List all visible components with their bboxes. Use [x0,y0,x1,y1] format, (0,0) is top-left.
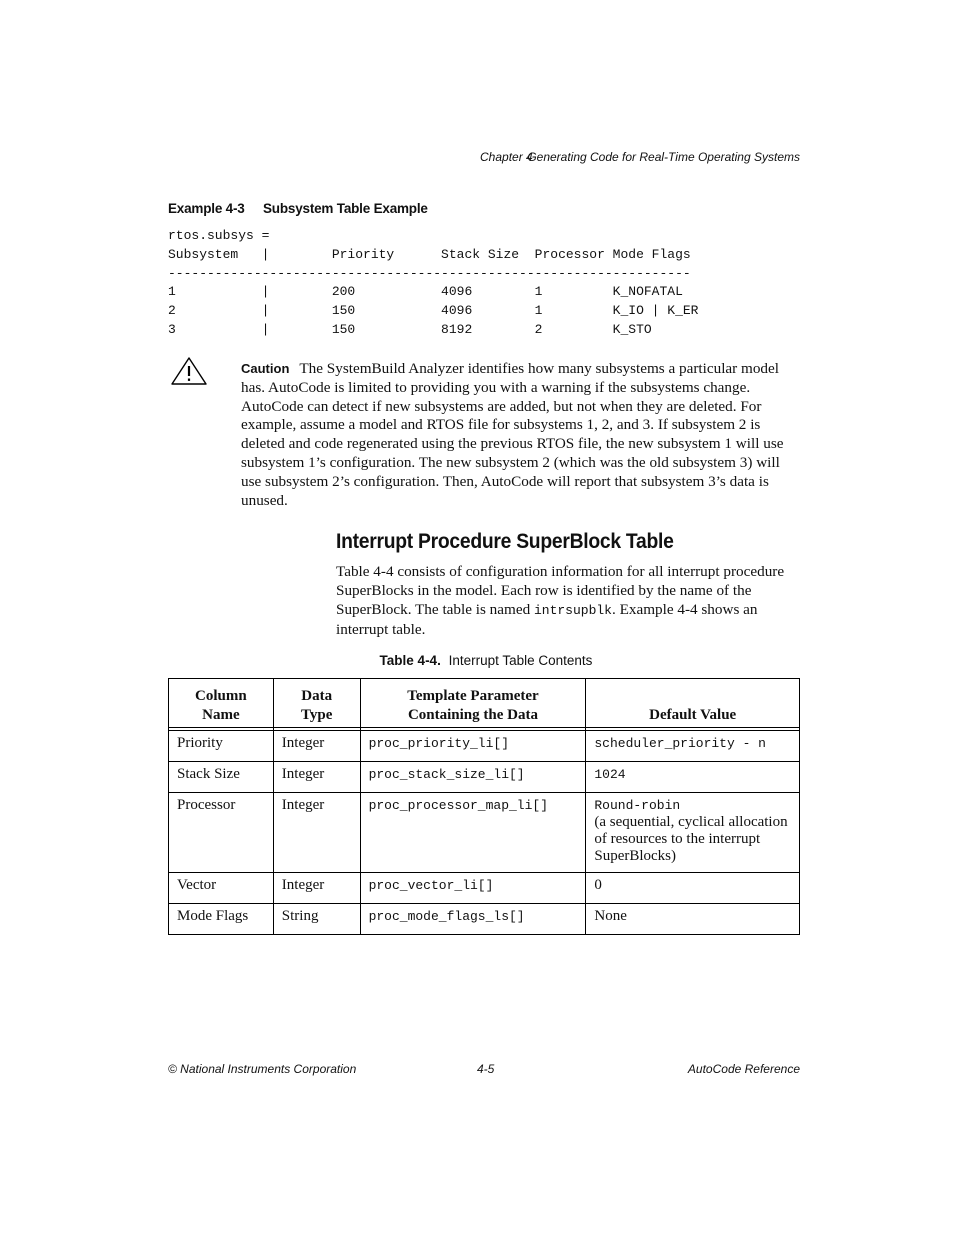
section-title: Interrupt Procedure SuperBlock Table [336,530,674,553]
table-row: Mode Flags String proc_mode_flags_ls[] None [169,904,800,935]
example-title [168,201,428,216]
code-block: rtos.subsys = Subsystem | Priority Stack Size Processor Mode Flags ------------------------------------------------------------------- 1 | 200 4096 1 K_NOFATAL 2 | 150 4096 1 K_IO | K_ER 3 | 150 8192 2 K_STO [168,228,699,337]
table-row: Stack Size Integer proc_stack_size_li[] 1024 [169,762,800,793]
footer-copyright: © National Instruments Corporation [168,1062,357,1076]
table-caption-label: Table 4-4. [379,653,441,668]
interrupt-table [168,678,800,935]
header-column-name: Column Name [169,679,274,728]
inline-code: intrsupblk [533,603,612,618]
footer-page-number: 4-5 [477,1062,495,1076]
running-header-chapter: Chapter 4 [480,150,533,164]
paragraph-text-1: Table 4-4 consists of configuration information for all interrupt procedure SuperBlocks in the model. Each row is identified by the name of the SuperBlock. The table is named [336,563,785,618]
header-default-value: Default Value [586,679,800,728]
example-label: Example 4-3 [168,201,245,216]
caution-label: Caution [241,361,290,376]
caution-paragraph [241,360,803,510]
paragraph-text-2: . Example 4-4 shows an interrupt table. [336,601,758,638]
table-row: Processor Integer proc_processor_map_li[] Round-robin (a sequential, cyclical allocation of resources to the interrupt SuperBlocks) [169,793,800,873]
table-row: Vector Integer proc_vector_li[] 0 [169,873,800,904]
section-paragraph [336,562,804,639]
table-caption [336,653,636,668]
running-header-title: Generating Code for Real-Time Operating Systems [527,150,800,164]
table-caption-title: Interrupt Table Contents [448,653,593,668]
caution-text: The SystemBuild Analyzer identifies how many subsystems a particular model has. AutoCode is limited to providing you with a warning if the subsystems change. AutoCode can detect if new subsystems are added, but not when they are deleted. For example, assume a model and RTOS file for subsystems 1, 2, and 3. If subsystem 2 is deleted and code regenerated using the previous RTOS file, the new subsystem 1 will use subsystem 1’s configuration. The new subsystem 2 (which was the old subsystem 3) will use subsystem 2’s configuration. Then, AutoCode will report that subsystem 3’s data is unused. [241,360,784,509]
table-row: Priority Integer proc_priority_li[] scheduler_priority - n [169,731,800,762]
example-name: Subsystem Table Example [263,201,428,216]
footer-manual-title: AutoCode Reference [687,1062,800,1076]
header-data-type: Data Type [273,679,360,728]
table-header-row [169,679,800,728]
header-template-parameter: Template Parameter Containing the Data [360,679,586,728]
caution-triangle-icon [170,356,208,386]
